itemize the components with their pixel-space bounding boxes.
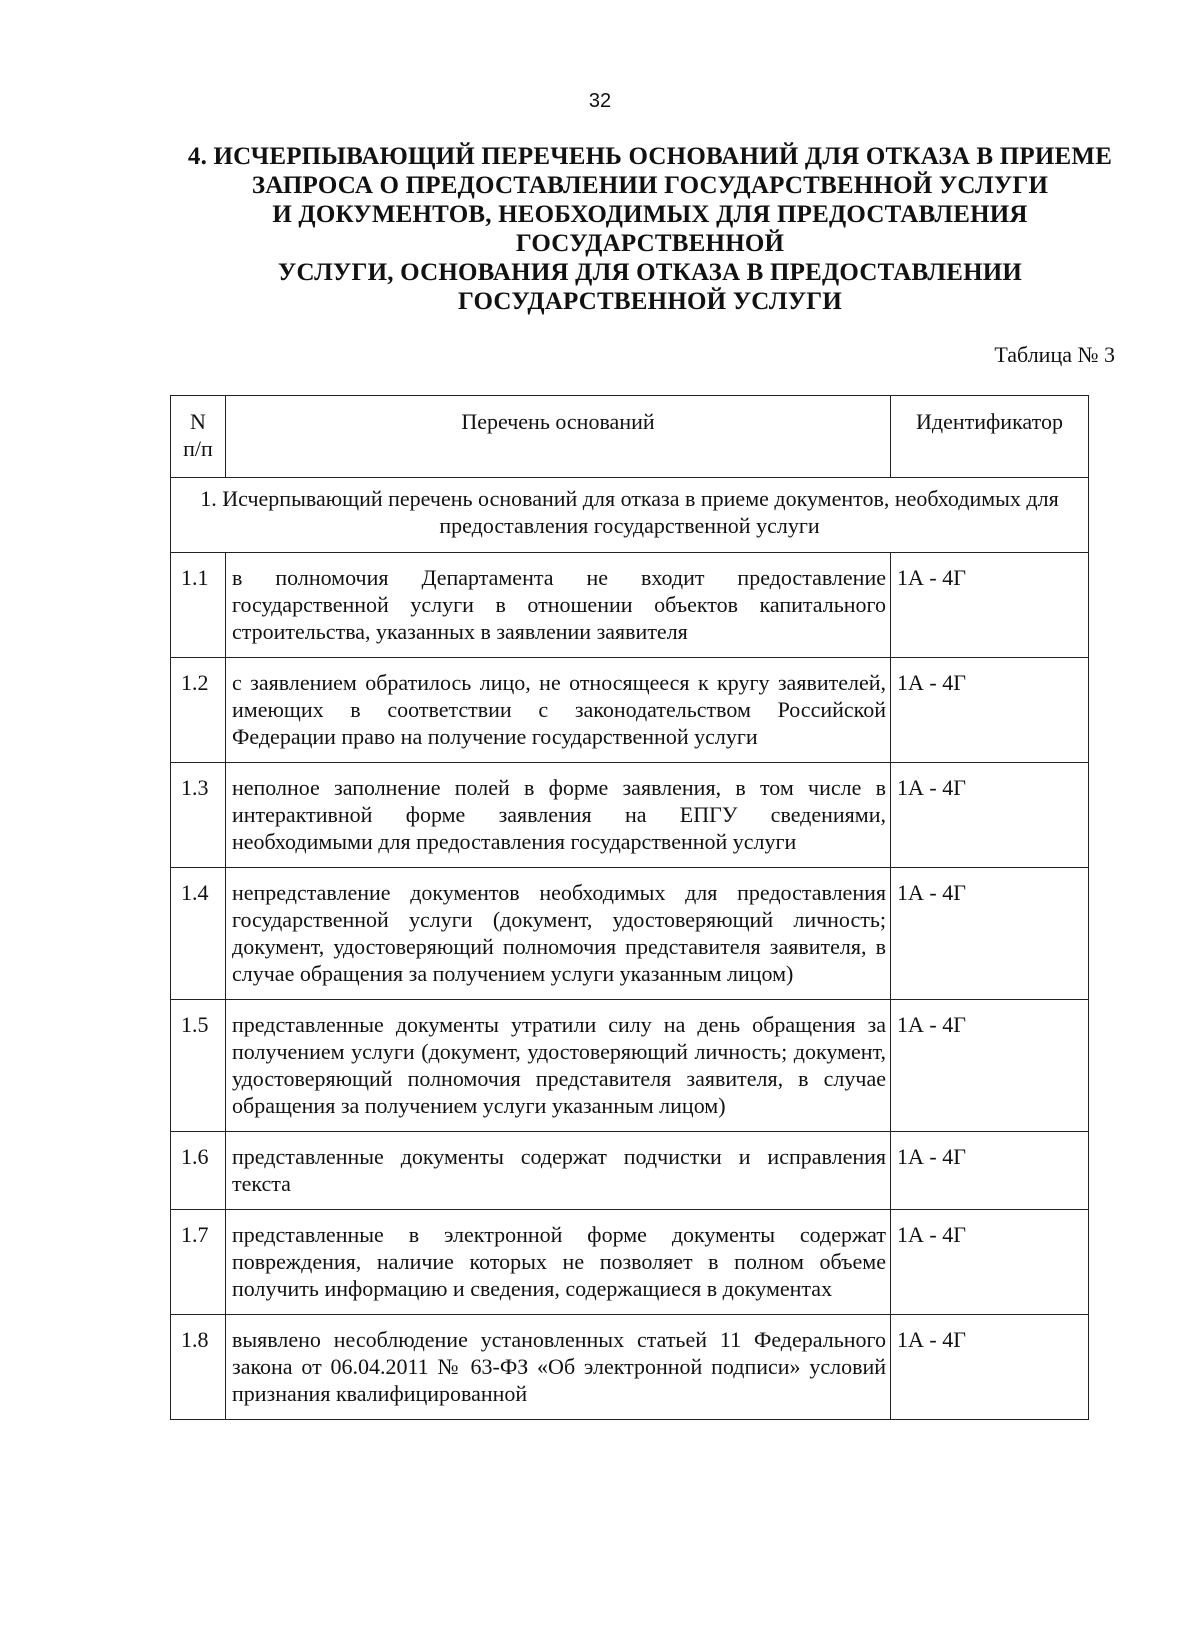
row-number: 1.6	[171, 1132, 226, 1210]
title-line: УСЛУГИ, ОСНОВАНИЯ ДЛЯ ОТКАЗА В ПРЕДОСТАВЛЕНИИ	[277, 259, 1023, 286]
row-reason: с заявлением обратилось лицо, не относящееся к кругу заявителей, имеющих в соответствии с законодательством Российской Федерации право на получение государственной услуги	[226, 658, 891, 763]
table-row	[171, 1000, 1089, 1132]
row-identifier: 1А - 4Г	[891, 1132, 1089, 1210]
row-identifier: 1А - 4Г	[891, 1315, 1089, 1420]
title-line: ГОСУДАРСТВЕННОЙ	[515, 230, 785, 257]
header-reasons: Перечень оснований	[226, 396, 891, 478]
table-row	[171, 1132, 1089, 1210]
row-number: 1.2	[171, 658, 226, 763]
header-number-line2: п/п	[183, 436, 213, 461]
row-identifier: 1А - 4Г	[891, 658, 1089, 763]
row-number: 1.7	[171, 1210, 226, 1315]
row-number: 1.5	[171, 1000, 226, 1132]
row-reason: представленные документы утратили силу на день обращения за получением услуги (документ, удостоверяющий личность; документ, удостоверяющий полномочия представителя заявителя, в случае обращения за получением услуги указанным лицом)	[226, 1000, 891, 1132]
row-number: 1.4	[171, 868, 226, 1000]
row-number: 1.8	[171, 1315, 226, 1420]
row-identifier: 1А - 4Г	[891, 763, 1089, 868]
row-reason: представленные документы содержат подчистки и исправления текста	[226, 1132, 891, 1210]
section-title	[180, 142, 1120, 316]
row-identifier: 1А - 4Г	[891, 1000, 1089, 1132]
table-row	[171, 658, 1089, 763]
row-reason: представленные в электронной форме документы содержат повреждения, наличие которых не позволяет в полном объеме получить информацию и сведения, содержащиеся в документах	[226, 1210, 891, 1315]
section-heading: 1. Исчерпывающий перечень оснований для отказа в приеме документов, необходимых для предоставления государственной услуги	[171, 478, 1089, 553]
title-line: ГОСУДАРСТВЕННОЙ УСЛУГИ	[457, 288, 843, 315]
row-reason: неполное заполнение полей в форме заявления, в том числе в интерактивной форме заявления на ЕПГУ сведениями, необходимыми для предоставления государственной услуги	[226, 763, 891, 868]
table-row	[171, 1315, 1089, 1420]
row-reason: непредставление документов необходимых для предоставления государственной услуги (документ, удостоверяющий личность; документ, удостоверяющий полномочия представителя заявителя, в случае обращения за получением услуги указанным лицом)	[226, 868, 891, 1000]
header-number-line1: N	[190, 409, 206, 434]
reasons-table	[170, 395, 1089, 1420]
page-number: 32	[588, 90, 612, 112]
row-identifier: 1А - 4Г	[891, 553, 1089, 658]
title-line: И ДОКУМЕНТОВ, НЕОБХОДИМЫХ ДЛЯ ПРЕДОСТАВЛЕНИЯ	[272, 201, 1028, 228]
table-header-row	[171, 396, 1089, 478]
table-row	[171, 553, 1089, 658]
header-identifier: Идентификатор	[891, 396, 1089, 478]
table-caption: Таблица № 3	[994, 342, 1115, 367]
table-section-row	[171, 478, 1089, 553]
row-identifier: 1А - 4Г	[891, 1210, 1089, 1315]
header-number	[171, 396, 226, 478]
row-number: 1.1	[171, 553, 226, 658]
table-row	[171, 1210, 1089, 1315]
row-reason: в полномочия Департамента не входит предоставление государственной услуги в отношении объектов капитального строительства, указанных в заявлении заявителя	[226, 553, 891, 658]
table-row	[171, 763, 1089, 868]
table-row	[171, 868, 1089, 1000]
title-line: ЗАПРОСА О ПРЕДОСТАВЛЕНИИ ГОСУДАРСТВЕННОЙ УСЛУГИ	[251, 172, 1049, 199]
row-reason: выявлено несоблюдение установленных статьей 11 Федерального закона от 06.04.2011 № 63-ФЗ «Об электронной подписи» условий признания квалифицированной	[226, 1315, 891, 1420]
row-number: 1.3	[171, 763, 226, 868]
title-line: 4. ИСЧЕРПЫВАЮЩИЙ ПЕРЕЧЕНЬ ОСНОВАНИЙ ДЛЯ ОТКАЗА В ПРИЕМЕ	[187, 143, 1113, 170]
row-identifier: 1А - 4Г	[891, 868, 1089, 1000]
